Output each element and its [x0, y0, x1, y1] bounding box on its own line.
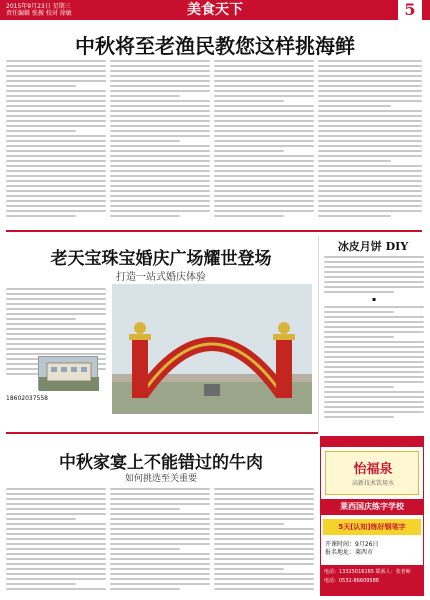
ad-date: 开课时间：9月26日	[325, 541, 379, 548]
page-number: 5	[398, 0, 422, 20]
section-divider-mid	[6, 432, 318, 434]
header-editor: 责任编辑 张振 校对 徐敏	[6, 10, 72, 17]
article-top-col3	[214, 60, 314, 226]
header-meta	[6, 3, 156, 17]
side-recipe-text	[324, 256, 424, 426]
article-bottom-col3	[214, 488, 314, 596]
article-top-col1	[6, 60, 106, 226]
wedding-arch-photo	[112, 284, 312, 414]
wedding-arch-icon	[112, 284, 312, 414]
article-mid-headline: 老天宝珠宝婚庆广场耀世登场	[50, 249, 272, 269]
section-divider-top	[6, 230, 422, 232]
article-bottom-headline: 中秋家宴上不能错过的牛肉	[59, 453, 263, 473]
article-mid-subheadline: 打造一站式婚庆体验	[116, 272, 206, 283]
ad-contact-footer	[321, 565, 423, 595]
ad-school-slogan: 5天[认知]练好钢笔字	[323, 519, 421, 535]
article-mid-phone: 18602037558	[6, 395, 48, 402]
article-bottom-col1	[6, 488, 106, 596]
article-bottom-subheadline: 如何挑选至关重要	[124, 474, 197, 484]
side-recipe-headline: 冰皮月饼 DIY	[337, 240, 409, 253]
ad-logo-subtitle: 高新技术饮用水	[351, 480, 394, 487]
building-icon	[39, 357, 99, 391]
header-date: 2015年9月23日 星期三	[6, 3, 71, 10]
ad-phone-1: 电话：13325016165 联系人：张老师	[324, 569, 411, 575]
ad-logo-text: 怡福泉	[353, 462, 393, 477]
article-top-col2	[110, 60, 210, 226]
ad-school-title: 莱西国庆练字学校	[321, 499, 423, 515]
advertisement-box[interactable]	[320, 436, 424, 596]
article-top-col4	[318, 60, 422, 226]
ad-logo-panel	[325, 451, 419, 495]
ad-details	[325, 541, 421, 557]
plaza-building-photo	[38, 356, 98, 390]
section-title: 美食天下	[187, 2, 243, 18]
article-bottom-col2	[110, 488, 210, 596]
article-top-headline: 中秋将至老渔民教您这样挑海鲜	[75, 34, 355, 58]
recipe-section-heading: ▪	[371, 296, 377, 303]
ad-top-banner	[321, 437, 423, 447]
ad-address: 报名地址：莱西市	[325, 549, 374, 556]
ad-phone-2: 电话：0532-86609588	[324, 578, 379, 584]
column-rule-right	[318, 236, 319, 432]
